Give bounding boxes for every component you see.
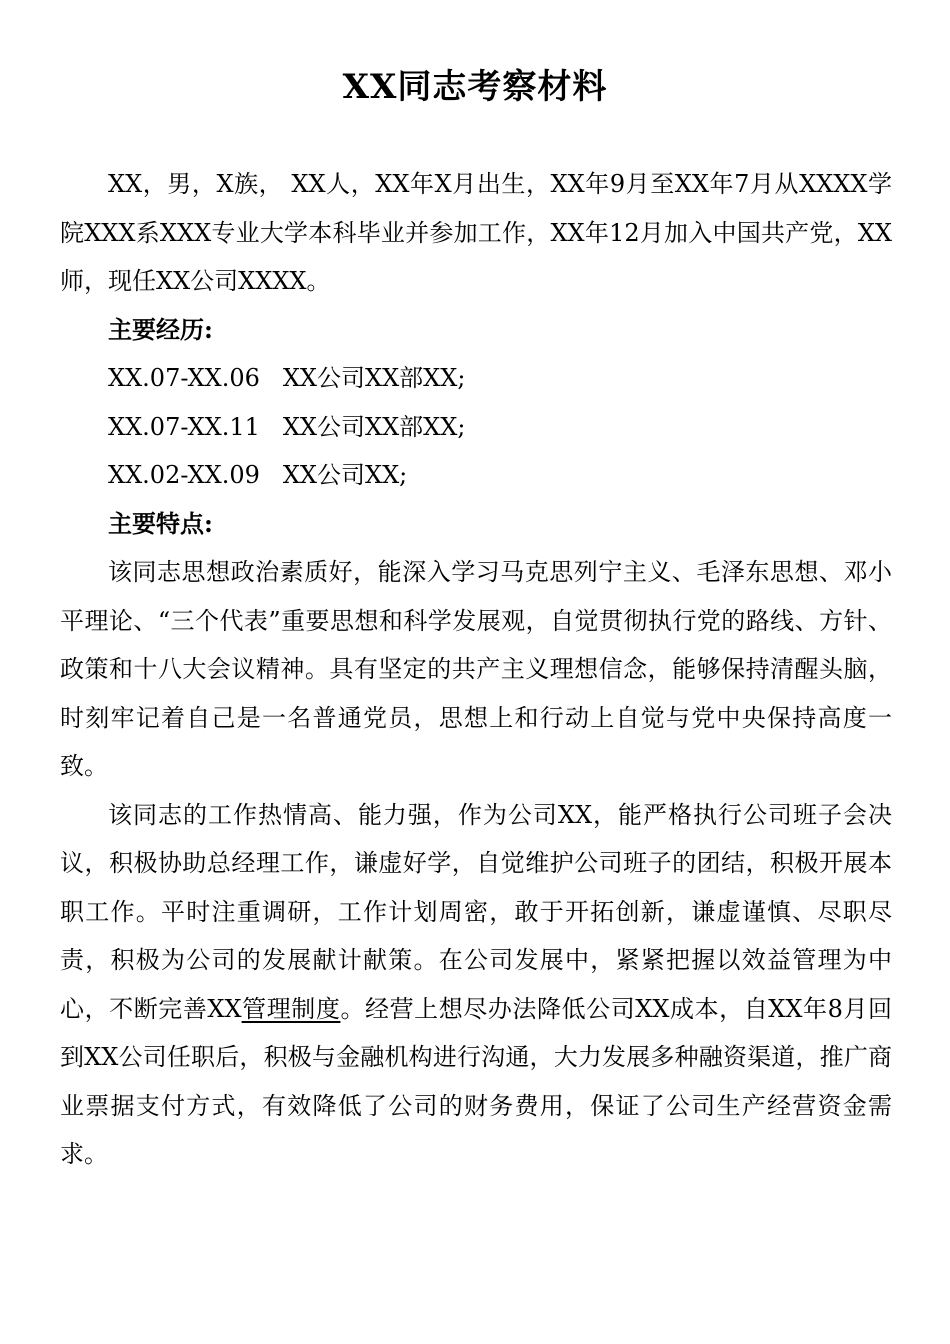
experience-period: XX.07-XX.06 xyxy=(108,364,260,392)
experience-role: XX公司XX; xyxy=(282,461,408,489)
features-paragraph-2 xyxy=(60,791,892,1179)
document-title: XX同志考察材料 xyxy=(342,67,608,107)
features-paragraph-1: 该同志思想政治素质好，能深入学习马克思列宁主义、毛泽东思想、邓小平理论、“三个代表”重要思想和科学发展观，自觉贯彻执行党的路线、方针、政策和十八大会议精神。具有坚定的共产主义理想信念，能够保持清醒头脑，时刻牢记着自己是一名普通党员，思想上和行动上自觉与党中央保持高度一致。 xyxy=(60,558,892,780)
experience-entry xyxy=(60,354,892,403)
experience-period: XX.07-XX.11 xyxy=(108,412,260,441)
experience-entry xyxy=(60,403,892,452)
experience-role: XX公司XX部XX; xyxy=(282,412,466,441)
document-body xyxy=(60,160,892,1179)
experience-role: XX公司XX部XX; xyxy=(282,364,466,392)
features-heading: 主要特点: xyxy=(108,508,213,538)
underlined-term: 管理制度 xyxy=(241,994,341,1023)
intro-paragraph: XX，男，X族， XX人，XX年X月出生，XX年9月至XX年7月从XXXX学院XXX系XXX专业大学本科毕业并参加工作，XX年12月加入中国共产党，XX师，现任XX公司XXXX。 xyxy=(60,170,892,295)
experience-period: XX.02-XX.09 xyxy=(108,461,260,489)
paragraph-2-text-start: 该同志的工作热情高、能力强，作为公司XX，能严格执行公司班子会决议，积极协助总经理工作，谦虚好学，自觉维护公司班子的团结，积极开展本职工作。平时注重调研，工作计划周密，敢于开拓创新，谦虚谨慎、尽职尽责，积极为公司的发展献计献策。在公司发展中，紧紧把握以效益管理为中心，不断完善XX xyxy=(60,800,892,1023)
paragraph-2-text-end: 。经营上想尽办法降低公司XX成本，自XX年8月回到XX公司任职后，积极与金融机构进行沟通，大力发展多种融资渠道，推广商业票据支付方式，有效降低了公司的财务费用，保证了公司生产经营资金需求。 xyxy=(60,994,893,1168)
experience-entry xyxy=(60,451,892,500)
experience-heading: 主要经历: xyxy=(108,314,213,344)
